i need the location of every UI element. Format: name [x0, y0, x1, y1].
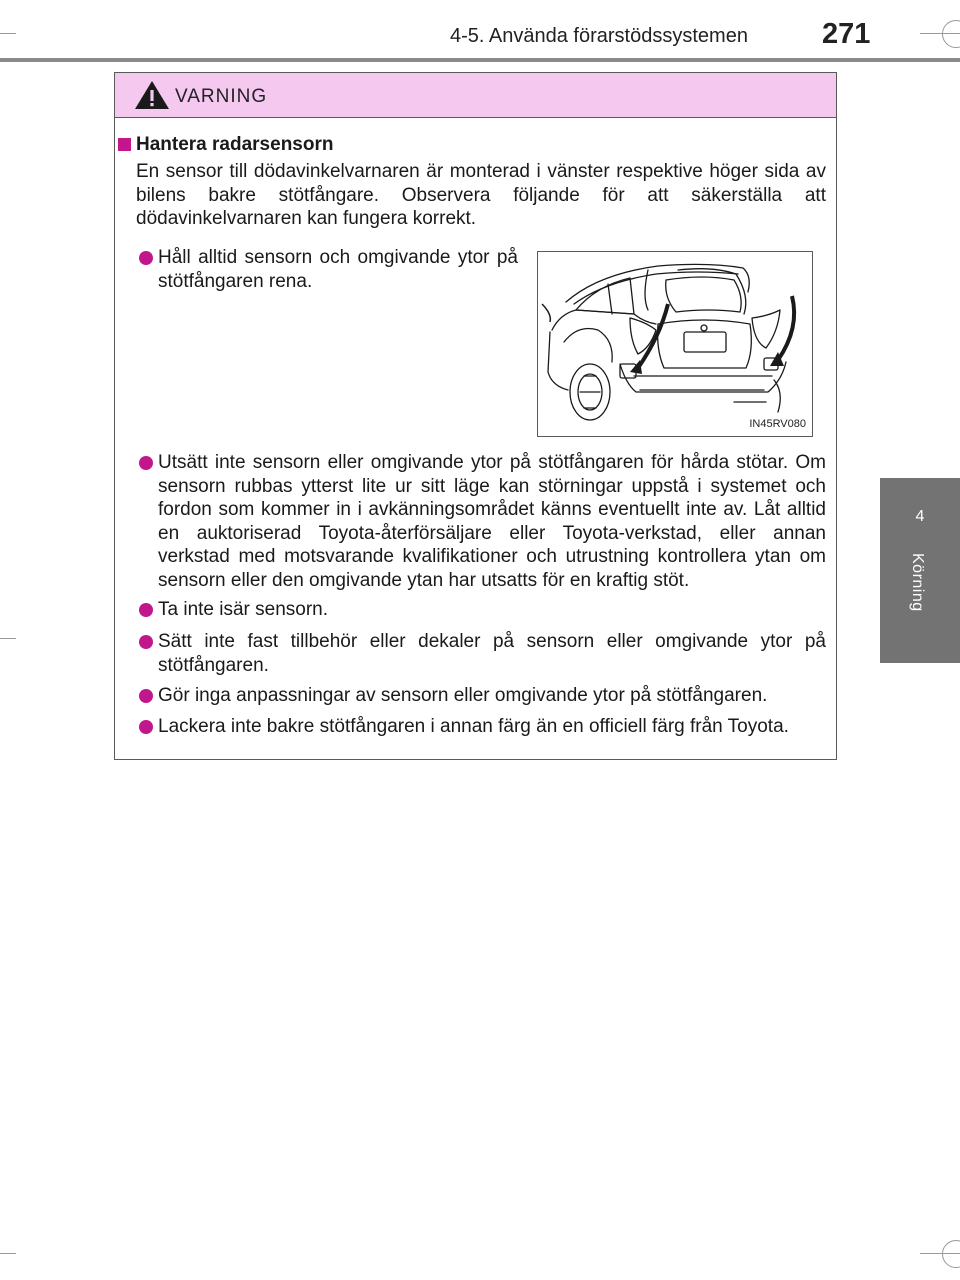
figure-code: IN45RV080 [749, 418, 806, 430]
page-number: 271 [822, 18, 871, 50]
warning-header [115, 73, 836, 118]
chapter-side-tab [880, 478, 960, 663]
section-title: Hantera radarsensorn [136, 134, 334, 155]
chapter-label: Körning [909, 553, 926, 612]
bullet-item: Håll alltid sensorn och omgivande ytor på stötfångaren rena. [158, 247, 518, 292]
crop-mark [0, 638, 16, 639]
warning-triangle-icon [133, 79, 171, 111]
section-square-bullet [118, 138, 131, 151]
header-rule [0, 58, 960, 62]
bullet-dot [139, 251, 153, 265]
bullet-dot [139, 456, 153, 470]
warning-title: VARNING [175, 86, 268, 107]
bullet-dot [139, 689, 153, 703]
bullet-item: Sätt inte fast tillbehör eller dekaler på sensorn eller omgivande ytor på stötfångaren. [158, 631, 826, 676]
registration-mark [942, 1240, 960, 1268]
registration-mark [942, 20, 960, 48]
bullet-item: Gör inga anpassningar av sensorn eller omgivande ytor på stötfångaren. [158, 685, 768, 706]
crop-mark [920, 1253, 960, 1254]
car-rear-illustration [538, 252, 812, 436]
header-section-title: 4-5. Använda förarstödssystemen [450, 25, 748, 47]
bullet-item: Utsätt inte sensorn eller omgivande ytor på stötfångaren för hårda stötar. Om sensorn rubbas ytterst lite ur sitt läge kan störningar uppstå i systemet och fordon som kommer in i avkänningsområdet känns eventuellt inte av. Låt alltid en auktoriserad Toyota-återförsäljare eller Toyota-verkstad, eller annan verkstad med motsvarande kvalifikationer och utrustning kontrollera ytan om sensorn eller den omgivande ytan har utsatts för en kraftig stöt. [158, 452, 826, 591]
bullet-item: Ta inte isär sensorn. [158, 599, 329, 620]
crop-mark [0, 33, 16, 34]
crop-mark [0, 1253, 16, 1254]
bullet-dot [139, 720, 153, 734]
intro-paragraph: En sensor till dödavinkelvarnaren är monterad i vänster respektive höger sida av bilens bakre stötfångare. Observera följande för att säkerställa att dödavinkelvarnaren kan fungera korrekt. [136, 161, 826, 229]
bullet-dot [139, 603, 153, 617]
chapter-number: 4 [915, 508, 925, 525]
bullet-dot [139, 635, 153, 649]
crop-mark [920, 33, 960, 34]
bullet-item: Lackera inte bakre stötfångaren i annan färg än en officiell färg från Toyota. [158, 716, 789, 737]
figure-car-rear [537, 251, 813, 437]
